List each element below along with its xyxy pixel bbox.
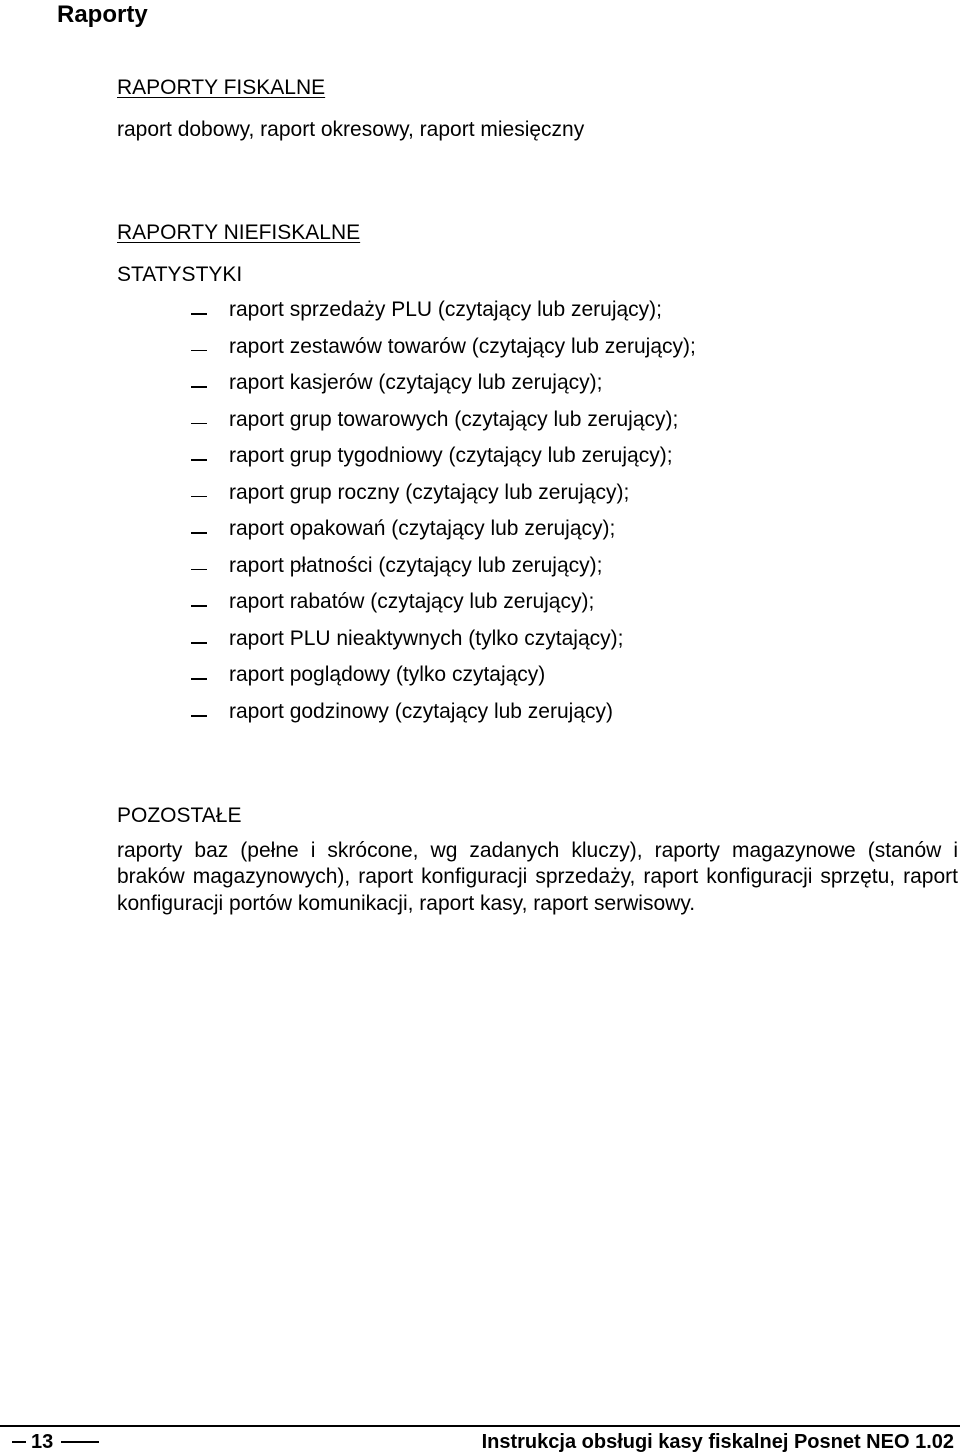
dash-icon [191, 715, 207, 717]
footer-page-number [7, 1430, 107, 1454]
fiscal-reports-description: raport dobowy, raport okresowy, raport miesięczny [117, 118, 585, 141]
other-reports-heading: POZOSTAŁE [117, 804, 242, 827]
page-number: 13 [31, 1431, 54, 1453]
page-title: Raporty [57, 1, 148, 28]
dash-icon [191, 313, 207, 315]
report-label: raport zestawów towarów (czytający lub zerujący); [229, 334, 696, 358]
dash-icon [191, 642, 207, 644]
dash-icon [191, 496, 207, 498]
report-label: raport opakowań (czytający lub zerujący); [229, 517, 616, 541]
dash-icon [191, 350, 207, 352]
nonfiscal-reports-heading: RAPORTY NIEFISKALNE [117, 221, 361, 244]
dash-icon [191, 459, 207, 461]
report-label: raport grup towarowych (czytający lub zerujący); [229, 407, 679, 431]
report-label: raport godzinowy (czytający lub zerujący) [229, 700, 613, 724]
report-label: raport płatności (czytający lub zerujący); [229, 553, 603, 577]
dash-icon [191, 532, 207, 534]
report-label: raport PLU nieaktywnych (tylko czytający); [229, 626, 624, 650]
dash-icon [61, 1441, 99, 1443]
report-label: raport grup roczny (czytający lub zerujący); [229, 480, 630, 504]
fiscal-reports-heading: RAPORTY FISKALNE [117, 76, 326, 99]
dash-icon [12, 1441, 26, 1443]
dash-icon [191, 386, 207, 388]
report-label: raport poglądowy (tylko czytający) [229, 663, 546, 687]
report-label: raport sprzedaży PLU (czytający lub zerujący); [229, 298, 662, 321]
dash-icon [191, 605, 207, 607]
dash-icon [191, 678, 207, 680]
other-reports-description: raporty baz (pełne i skrócone, wg zadanych kluczy), raporty magazynowe (stanów i braków magazynowych), raport konfiguracji sprzedaży, raport konfiguracji sprzętu, raport konfiguracji portów komunikacji, raport kasy, raport serwisowy. [117, 839, 958, 915]
dash-icon [191, 569, 207, 571]
report-label: raport rabatów (czytający lub zerujący); [229, 590, 595, 614]
report-label: raport kasjerów (czytający lub zerujący); [229, 371, 603, 395]
footer-document-title: Instrukcja obsługi kasy fiskalnej Posnet NEO 1.02 [481, 1431, 954, 1453]
footer-divider [0, 1425, 960, 1427]
report-label: raport grup tygodniowy (czytający lub zerujący); [229, 444, 673, 468]
statistics-heading: STATYSTYKI [117, 263, 243, 286]
dash-icon [191, 423, 207, 425]
